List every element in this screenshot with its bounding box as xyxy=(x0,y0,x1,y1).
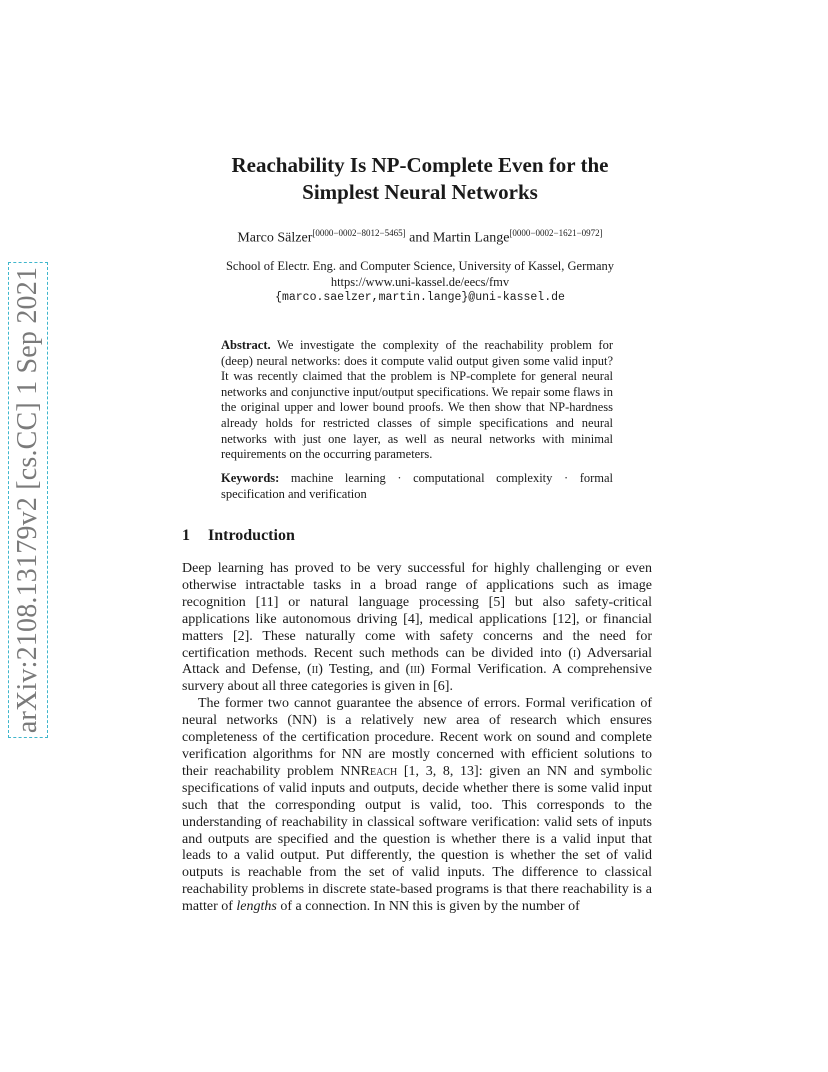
title-line-1: Reachability Is NP-Complete Even for the xyxy=(231,153,609,177)
paragraph-2-text-b: [1, 3, 8, 13]: given an NN and symbolic specifications of valid inputs and outputs, decide whether there is some valid input such that the corresponding output is valid, too. This corresponds to the understanding of reachability in classical software verification: valid sets of inputs and outputs are specified and the question is whether there is a valid input that leads to a valid output. Put differently, the question is whether the set of valid outputs is reachable from the set of valid inputs. The difference to classical reachability problems in discrete state-based programs is that there reachability is a matter of xyxy=(182,763,653,915)
paragraph-2-text-a: The former two cannot guarantee the absence of errors. Formal verification of neural networks (NN) is a relatively new area of research which ensures completeness of the certification procedure. Recent work on sound and complete verification algorithms for NN are mostly concerned with efficient solutions to their reachability problem NN xyxy=(182,696,652,779)
paragraph-1 xyxy=(182,561,652,696)
arxiv-stamp xyxy=(8,262,48,738)
paragraph-2-text-c: of a connection. In NN this is given by the number of xyxy=(276,899,580,915)
paragraph-2 xyxy=(182,696,652,916)
institution: School of Electr. Eng. and Computer Science, University of Kassel, Germany xyxy=(225,259,615,273)
abstract-text: We investigate the complexity of the reachability problem for (deep) neural networks: does it compute valid output given some valid input? It was recently claimed that the problem is NP-complete for general neural networks and conjunctive input/output specifications. We repair some flaws in the original upper and lower bound proofs. We then show that NP-hardness already holds for restricted classes of simple specifications and neural networks with just one layer, as well as neural networks with minimal requirements on the occurring parameters. xyxy=(221,338,613,462)
author-1-orcid: [0000−0002−8012−5465] xyxy=(312,228,406,238)
paragraph-1-text-c: ) Testing, and ( xyxy=(318,662,411,678)
keywords-text: machine learning · computational complexity · formal specification and verification xyxy=(221,471,614,501)
author-emails: {marco.saelzer,martin.lange}@uni-kassel.de xyxy=(275,291,565,304)
title-line-2: Simplest Neural Networks xyxy=(302,180,538,204)
keywords-label: Keywords: xyxy=(221,471,280,485)
arxiv-identifier: arXiv:2108.13179v2 [cs.CC] 1 Sep 2021 xyxy=(12,266,43,734)
section-heading xyxy=(182,527,295,545)
author-2-orcid: [0000−0002−1621−0972] xyxy=(509,228,603,238)
keywords xyxy=(221,471,613,502)
group-url: https://www.uni-kassel.de/eecs/fmv xyxy=(330,275,510,289)
author-list xyxy=(120,228,720,247)
paragraph-1-text-b: ) Adversarial Attack and Defense, ( xyxy=(182,645,652,678)
author-conjunction: and xyxy=(405,230,433,246)
section-title: Introduction xyxy=(208,527,295,544)
abstract-label: Abstract. xyxy=(221,338,271,352)
section-number: 1 xyxy=(182,527,190,544)
roman-numeral-i: i xyxy=(572,645,577,661)
nnreach-term: Reach xyxy=(360,763,398,779)
emphasis-lengths: lengths xyxy=(236,899,277,915)
roman-numeral-ii: ii xyxy=(311,662,319,678)
paragraph-1-text-d: ) Formal Verification. A comprehensive survery about all three categories is given in [6]. xyxy=(182,662,652,695)
affiliation-block xyxy=(120,258,720,306)
paper-title xyxy=(170,152,670,206)
roman-numeral-iii: iii xyxy=(410,662,421,678)
author-2: Martin Lange xyxy=(432,230,510,246)
author-1: Marco Sälzer xyxy=(237,230,313,246)
body-text xyxy=(182,561,652,916)
paragraph-1-text-a: Deep learning has proved to be very successful for highly challenging or even otherwise intractable tasks in a broad range of applications such as image recognition [11] or natural language processing [5] but also safety-critical applications like autonomous driving [4], medical applications [12], or financial matters [2]. These naturally come with safety concerns and the need for certification methods. Recent such methods can be divided into ( xyxy=(182,561,652,661)
abstract xyxy=(221,338,613,463)
